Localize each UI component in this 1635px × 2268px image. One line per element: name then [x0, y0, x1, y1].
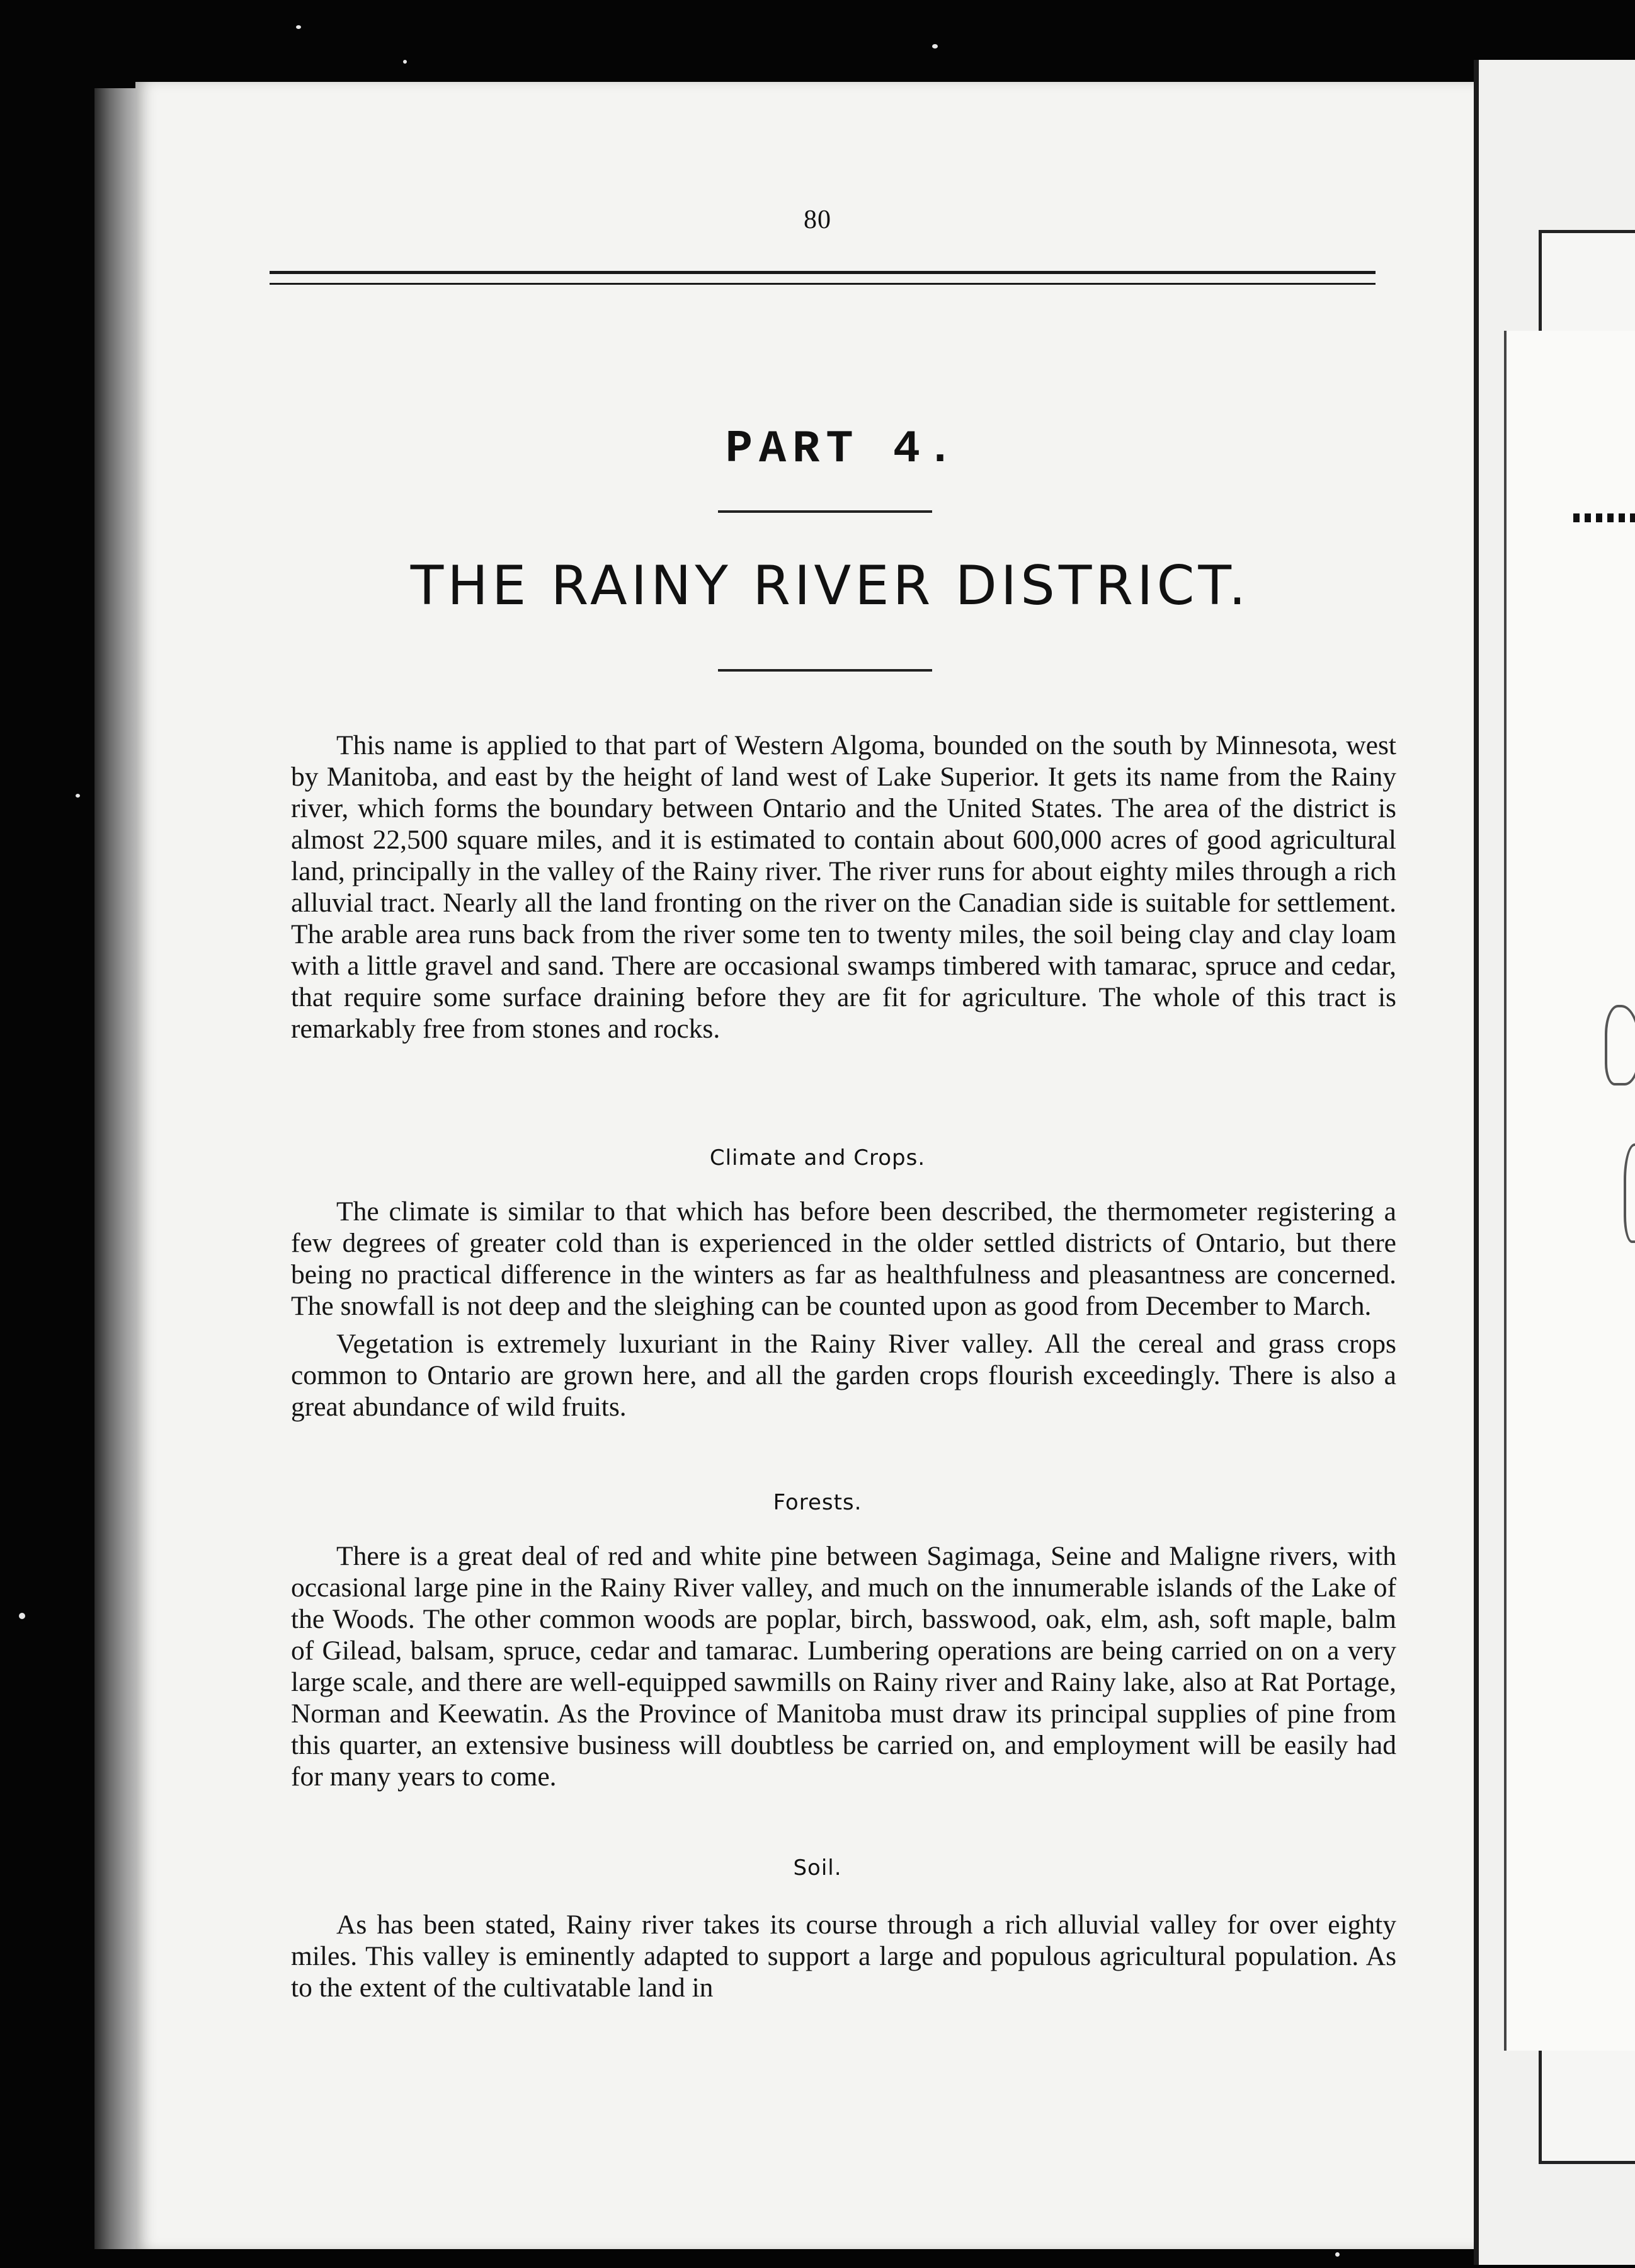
chapter-title: THE RAINY RIVER DISTRICT.	[410, 554, 1250, 617]
scan-speck	[296, 25, 301, 29]
forests-text-block	[291, 1540, 1396, 1792]
divider-rule	[718, 669, 932, 672]
divider-rule	[718, 510, 932, 513]
scan-speck	[1335, 2252, 1340, 2257]
soil-paragraph: As has been stated, Rainy river takes its course through a rich alluvial valley for over eighty miles. This valley is eminently adapted to support a large and populous agricultural population. As to the extent of the cultivatable land in	[291, 1910, 1396, 2003]
header-rule	[270, 271, 1376, 285]
scan-speck	[19, 1613, 25, 1619]
part-label: PART 4.	[725, 423, 960, 475]
scan-speck	[932, 44, 938, 49]
page-number: 80	[804, 205, 831, 234]
climate-paragraph-2: Vegetation is extremely luxuriant in the Rainy River valley. All the cereal and grass crops common to Ontario are grown here, and all the garden crops flourish exceedingly. There is also a great abundance of wild fruits.	[291, 1329, 1396, 1422]
intro-paragraph: This name is applied to that part of Western Algoma, bounded on the south by Minnesota, west by Manitoba, and east by the height of land west of Lake Superior. It gets its name from the Rainy river, which forms the boundary between Ontario and the United States. The area of the district is almost 22,500 square miles, and it is estimated to contain about 600,000 acres of good agricultural land, principally in the valley of the Rainy river. The river runs for about eighty miles through a rich alluvial tract. Nearly all the land fronting on the river on the Canadian side is suitable for settlement. The arable area runs back from the river some ten to twenty miles, the soil being clay and clay loam with a little gravel and sand. There are occasional swamps timbered with tamarac, spruce and cedar, that require some surface draining before they are fit for agriculture. The whole of this tract is remarkably free from stones and rocks.	[291, 730, 1396, 1044]
section-heading-soil: Soil.	[793, 1855, 842, 1881]
intro-paragraph-block	[291, 730, 1396, 1045]
map-border-line	[1573, 513, 1635, 522]
section-heading-climate: Climate and Crops.	[709, 1145, 926, 1171]
scan-speck	[403, 60, 407, 64]
scan-speck	[76, 794, 80, 798]
map-coastline	[1605, 1005, 1635, 1085]
climate-paragraph-1: The climate is similar to that which has before been described, the thermometer registering a few degrees of greater cold than is experienced in the older settled districts of Ontario, but there being no practical difference in the winters as far as healthfulness and pleasantness are concerned. The snowfall is not deep and the sleighing can be counted upon as good from December to March.	[291, 1196, 1396, 1321]
climate-text-block	[291, 1196, 1396, 1423]
section-heading-forests: Forests.	[773, 1490, 862, 1515]
soil-text-block	[291, 1909, 1396, 2003]
forests-paragraph: There is a great deal of red and white pine between Sagimaga, Seine and Maligne rivers, with occasional large pine in the Rainy River valley, and much on the innumerable islands of the Lake of the Woods. The other common woods are poplar, birch, basswood, oak, elm, ash, soft maple, balm of Gilead, balsam, spruce, cedar and tamarac. Lumbering operations are being carried on on a very large scale, and there are well-equipped sawmills on Rainy river and Rainy lake, also at Rat Portage, Norman and Keewatin. As the Province of Manitoba must draw its principal supplies of pine from this quarter, an extensive business will doubtless be carried on, and employment will be easily had for many years to come.	[291, 1541, 1396, 1792]
